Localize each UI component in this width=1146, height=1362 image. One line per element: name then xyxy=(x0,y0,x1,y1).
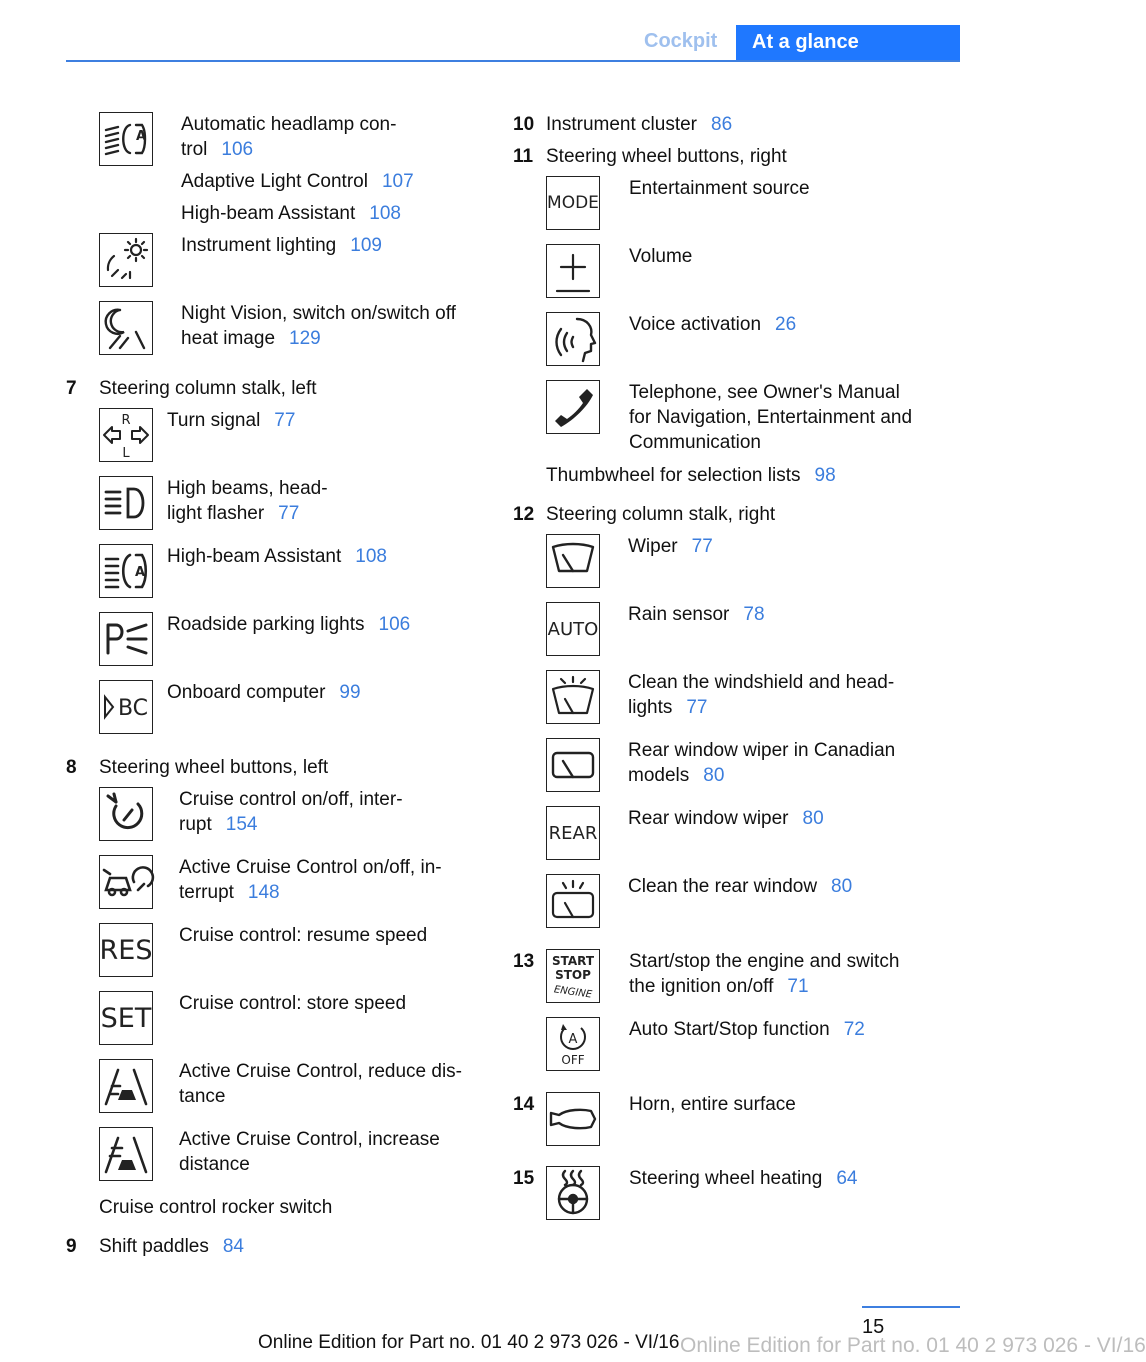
acc-onoff-line-b xyxy=(179,880,280,905)
page-number: 15 xyxy=(862,1316,885,1338)
rear-icon xyxy=(546,806,600,860)
acc-onoff-text-a: Active Cruise Control on/off, in- xyxy=(179,857,442,878)
voice-text: Voice activation xyxy=(629,314,762,335)
parking-lights-text: Roadside parking lights xyxy=(167,614,365,635)
set-icon-label: SET xyxy=(100,1002,152,1034)
high-beams-page-ref[interactable]: 77 xyxy=(278,503,300,524)
icon-letter: STOP xyxy=(555,968,591,982)
resume-text: Cruise control: resume speed xyxy=(179,925,428,946)
high-beams-line-b xyxy=(167,501,299,526)
section-13-page-ref[interactable]: 71 xyxy=(787,976,809,997)
turn-signal-icon xyxy=(99,408,153,462)
section-12-number: 12 xyxy=(513,504,535,525)
rear-wiper-line xyxy=(628,806,824,831)
alc-text-b: trol xyxy=(181,139,208,160)
clean-rear-text: Clean the rear window xyxy=(628,876,818,897)
section-13-number: 13 xyxy=(513,951,535,972)
voice-activation-icon xyxy=(546,312,600,366)
acc-reduce-text-a: Active Cruise Control, reduce dis- xyxy=(179,1061,462,1082)
online-edition-text: Online Edition for Part no. 01 40 2 973 026 - VI/16 xyxy=(258,1332,680,1353)
resume-icon xyxy=(99,923,153,977)
acc-onoff-text-b: terrupt xyxy=(179,882,234,903)
high-beam-assist-text-b: High-beam Assistant xyxy=(167,546,342,567)
mode-icon-label: MODE xyxy=(547,193,599,213)
turn-signal-text: Turn signal xyxy=(167,410,261,431)
thumbwheel-line xyxy=(546,463,836,488)
clean-rear-page-ref[interactable]: 80 xyxy=(831,876,853,897)
section-13-text-b: the ignition on/off xyxy=(629,976,774,997)
volume-text: Volume xyxy=(629,246,693,267)
wiper-page-ref[interactable]: 77 xyxy=(691,536,713,557)
rear-canada-text-b: models xyxy=(628,765,690,786)
icon-letter: A xyxy=(134,565,146,580)
parking-lights-line xyxy=(167,612,410,637)
section-14-number: 14 xyxy=(513,1094,535,1115)
section-11-number: 11 xyxy=(513,146,534,167)
wiper-text: Wiper xyxy=(628,536,678,557)
high-beam-assist-page-ref-a[interactable]: 108 xyxy=(369,203,401,224)
section-15-page-ref[interactable]: 64 xyxy=(836,1168,858,1189)
section-9-title: Shift paddles xyxy=(99,1236,209,1257)
wiper-icon xyxy=(546,534,600,588)
clean-ws-text-b: lights xyxy=(628,697,673,718)
auto-ss-line xyxy=(629,1017,865,1042)
header-rule xyxy=(66,60,960,62)
icon-letter: BC xyxy=(117,696,149,721)
entertainment-text: Entertainment source xyxy=(629,178,810,199)
tab-at-a-glance[interactable] xyxy=(736,25,960,61)
increase-distance-icon xyxy=(99,1127,153,1181)
voice-page-ref[interactable]: 26 xyxy=(775,314,797,335)
high-beam-assist-line-b xyxy=(167,544,387,569)
rear-washer-icon xyxy=(546,874,600,928)
alc-text-a: Automatic headlamp con- xyxy=(181,114,397,135)
mode-icon xyxy=(546,176,600,230)
icon-letter: R xyxy=(121,413,131,428)
rear-canada-page-ref[interactable]: 80 xyxy=(703,765,725,786)
thumbwheel-text: Thumbwheel for selection lists xyxy=(546,465,801,486)
telephone-text-a: Telephone, see Owner's Manual xyxy=(629,382,900,403)
adaptive-light-page-ref[interactable]: 107 xyxy=(381,171,414,192)
telephone-text-b: for Navigation, Entertainment and xyxy=(629,407,913,428)
volume-icon xyxy=(546,244,600,298)
resume-icon-label: RES xyxy=(99,934,153,966)
rear-icon-label: REAR xyxy=(548,822,598,844)
night-vision-line-b xyxy=(181,326,321,351)
acc-increase-text-b: distance xyxy=(179,1154,250,1175)
icon-letter: START xyxy=(551,954,595,968)
telephone-icon xyxy=(546,380,600,434)
tab-cockpit[interactable]: Cockpit xyxy=(644,30,718,52)
steering-heating-icon xyxy=(546,1166,600,1220)
section-11-title: Steering wheel buttons, right xyxy=(546,146,787,167)
high-beam-assist-line-a xyxy=(181,201,401,226)
high-beam-assist-page-ref-b[interactable]: 108 xyxy=(355,546,387,567)
cruise-control-icon xyxy=(99,787,153,841)
section-10-number: 10 xyxy=(513,114,535,135)
auto-start-stop-icon xyxy=(546,1017,600,1071)
onboard-computer-icon xyxy=(99,680,153,734)
adaptive-light-text: Adaptive Light Control xyxy=(181,171,368,192)
store-text: Cruise control: store speed xyxy=(179,993,407,1014)
clean-ws-text-a: Clean the windshield and head- xyxy=(628,672,895,693)
rear-wiper-canada-icon xyxy=(546,738,600,792)
set-icon xyxy=(99,991,153,1045)
parking-lights-page-ref[interactable]: 106 xyxy=(378,614,411,635)
section-10-title: Instrument cluster xyxy=(546,114,697,135)
section-15-title: Steering wheel heating xyxy=(629,1168,823,1189)
acc-increase-text-a: Active Cruise Control, increase xyxy=(179,1129,440,1150)
section-14-title: Horn, entire surface xyxy=(629,1094,796,1115)
clean-ws-line-b xyxy=(628,695,708,720)
section-10-page-ref[interactable]: 86 xyxy=(711,114,733,135)
acc-onoff-page-ref[interactable]: 148 xyxy=(247,882,280,903)
section-15-line xyxy=(629,1166,857,1191)
rear-wiper-text: Rear window wiper xyxy=(628,808,789,829)
automatic-headlamp-icon xyxy=(99,112,153,166)
auto-icon-label: AUTO xyxy=(547,618,599,640)
night-vision-text-a: Night Vision, switch on/switch off xyxy=(181,303,456,324)
section-13-line-b xyxy=(629,974,809,999)
high-beams-text-b: light flasher xyxy=(167,503,265,524)
night-vision-text-b: heat image xyxy=(181,328,276,349)
cruise-onoff-page-ref[interactable]: 154 xyxy=(225,814,258,835)
icon-letter: OFF xyxy=(561,1053,585,1067)
section-13-text-a: Start/stop the engine and switch xyxy=(629,951,900,972)
instrument-lighting-icon xyxy=(99,233,153,287)
thumbwheel-page-ref[interactable]: 98 xyxy=(814,465,836,486)
active-cruise-icon xyxy=(99,855,153,909)
washer-icon xyxy=(546,670,600,724)
high-beams-text-a: High beams, head- xyxy=(167,478,328,499)
night-vision-page-ref[interactable]: 129 xyxy=(289,328,321,349)
auto-ss-page-ref[interactable]: 72 xyxy=(843,1019,865,1040)
onboard-text: Onboard computer xyxy=(167,682,326,703)
icon-letter: ENGINE xyxy=(553,984,593,1001)
auto-icon xyxy=(546,602,600,656)
onboard-page-ref[interactable]: 99 xyxy=(339,682,361,703)
section-15-number: 15 xyxy=(513,1168,535,1189)
watermark: Online Edition for Part no. 01 40 2 973 026 - VI/16 xyxy=(680,1334,1146,1357)
rear-wiper-page-ref[interactable]: 80 xyxy=(802,808,824,829)
rain-page-ref[interactable]: 78 xyxy=(743,604,765,625)
parking-lights-icon xyxy=(99,612,153,666)
reduce-distance-icon xyxy=(99,1059,153,1113)
rocker-switch-text: Cruise control rocker switch xyxy=(99,1197,333,1218)
instrument-lighting-page-ref[interactable]: 109 xyxy=(350,235,382,256)
section-10-line xyxy=(546,112,732,137)
tab-at-a-glance-label: At a glance xyxy=(752,31,859,53)
start-stop-icon xyxy=(546,949,600,1003)
section-8-number: 8 xyxy=(66,757,77,778)
high-beam-assistant-icon xyxy=(99,544,153,598)
alc-page-ref[interactable]: 106 xyxy=(221,139,254,160)
wiper-line xyxy=(628,534,713,559)
section-7-title: Steering column stalk, left xyxy=(99,378,317,399)
instrument-lighting-line xyxy=(181,233,382,258)
adaptive-light-line xyxy=(181,169,414,194)
turn-signal-page-ref[interactable]: 77 xyxy=(274,410,296,431)
high-beams-icon xyxy=(99,476,153,530)
alc-line-b xyxy=(181,137,253,162)
cruise-onoff-line-b xyxy=(179,812,257,837)
icon-letter: A xyxy=(568,1032,578,1047)
section-7-number: 7 xyxy=(66,378,77,399)
telephone-text-c: Communication xyxy=(629,432,761,453)
high-beam-assist-text-a: High-beam Assistant xyxy=(181,203,356,224)
instrument-lighting-text: Instrument lighting xyxy=(181,235,337,256)
section-8-title: Steering wheel buttons, left xyxy=(99,757,329,778)
cruise-onoff-text-a: Cruise control on/off, inter- xyxy=(179,789,403,810)
section-9-number: 9 xyxy=(66,1236,77,1257)
night-vision-icon xyxy=(99,301,153,355)
voice-line xyxy=(629,312,796,337)
icon-letter: L xyxy=(122,446,130,461)
clean-rear-line xyxy=(628,874,852,899)
auto-ss-text: Auto Start/Stop function xyxy=(629,1019,830,1040)
onboard-line xyxy=(167,680,361,705)
rear-canada-line-b xyxy=(628,763,724,788)
clean-ws-page-ref[interactable]: 77 xyxy=(686,697,708,718)
rear-canada-text-a: Rear window wiper in Canadian xyxy=(628,740,896,761)
horn-icon xyxy=(546,1092,600,1146)
section-9-page-ref[interactable]: 84 xyxy=(222,1236,244,1257)
icon-letter: A xyxy=(135,129,147,144)
footer-rule xyxy=(862,1306,960,1308)
turn-signal-line xyxy=(167,408,295,433)
section-12-title: Steering column stalk, right xyxy=(546,504,776,525)
section-9-line xyxy=(99,1234,244,1259)
rain-line xyxy=(628,602,765,627)
cruise-onoff-text-b: rupt xyxy=(179,814,212,835)
rain-text: Rain sensor xyxy=(628,604,730,625)
acc-reduce-text-b: tance xyxy=(179,1086,226,1107)
